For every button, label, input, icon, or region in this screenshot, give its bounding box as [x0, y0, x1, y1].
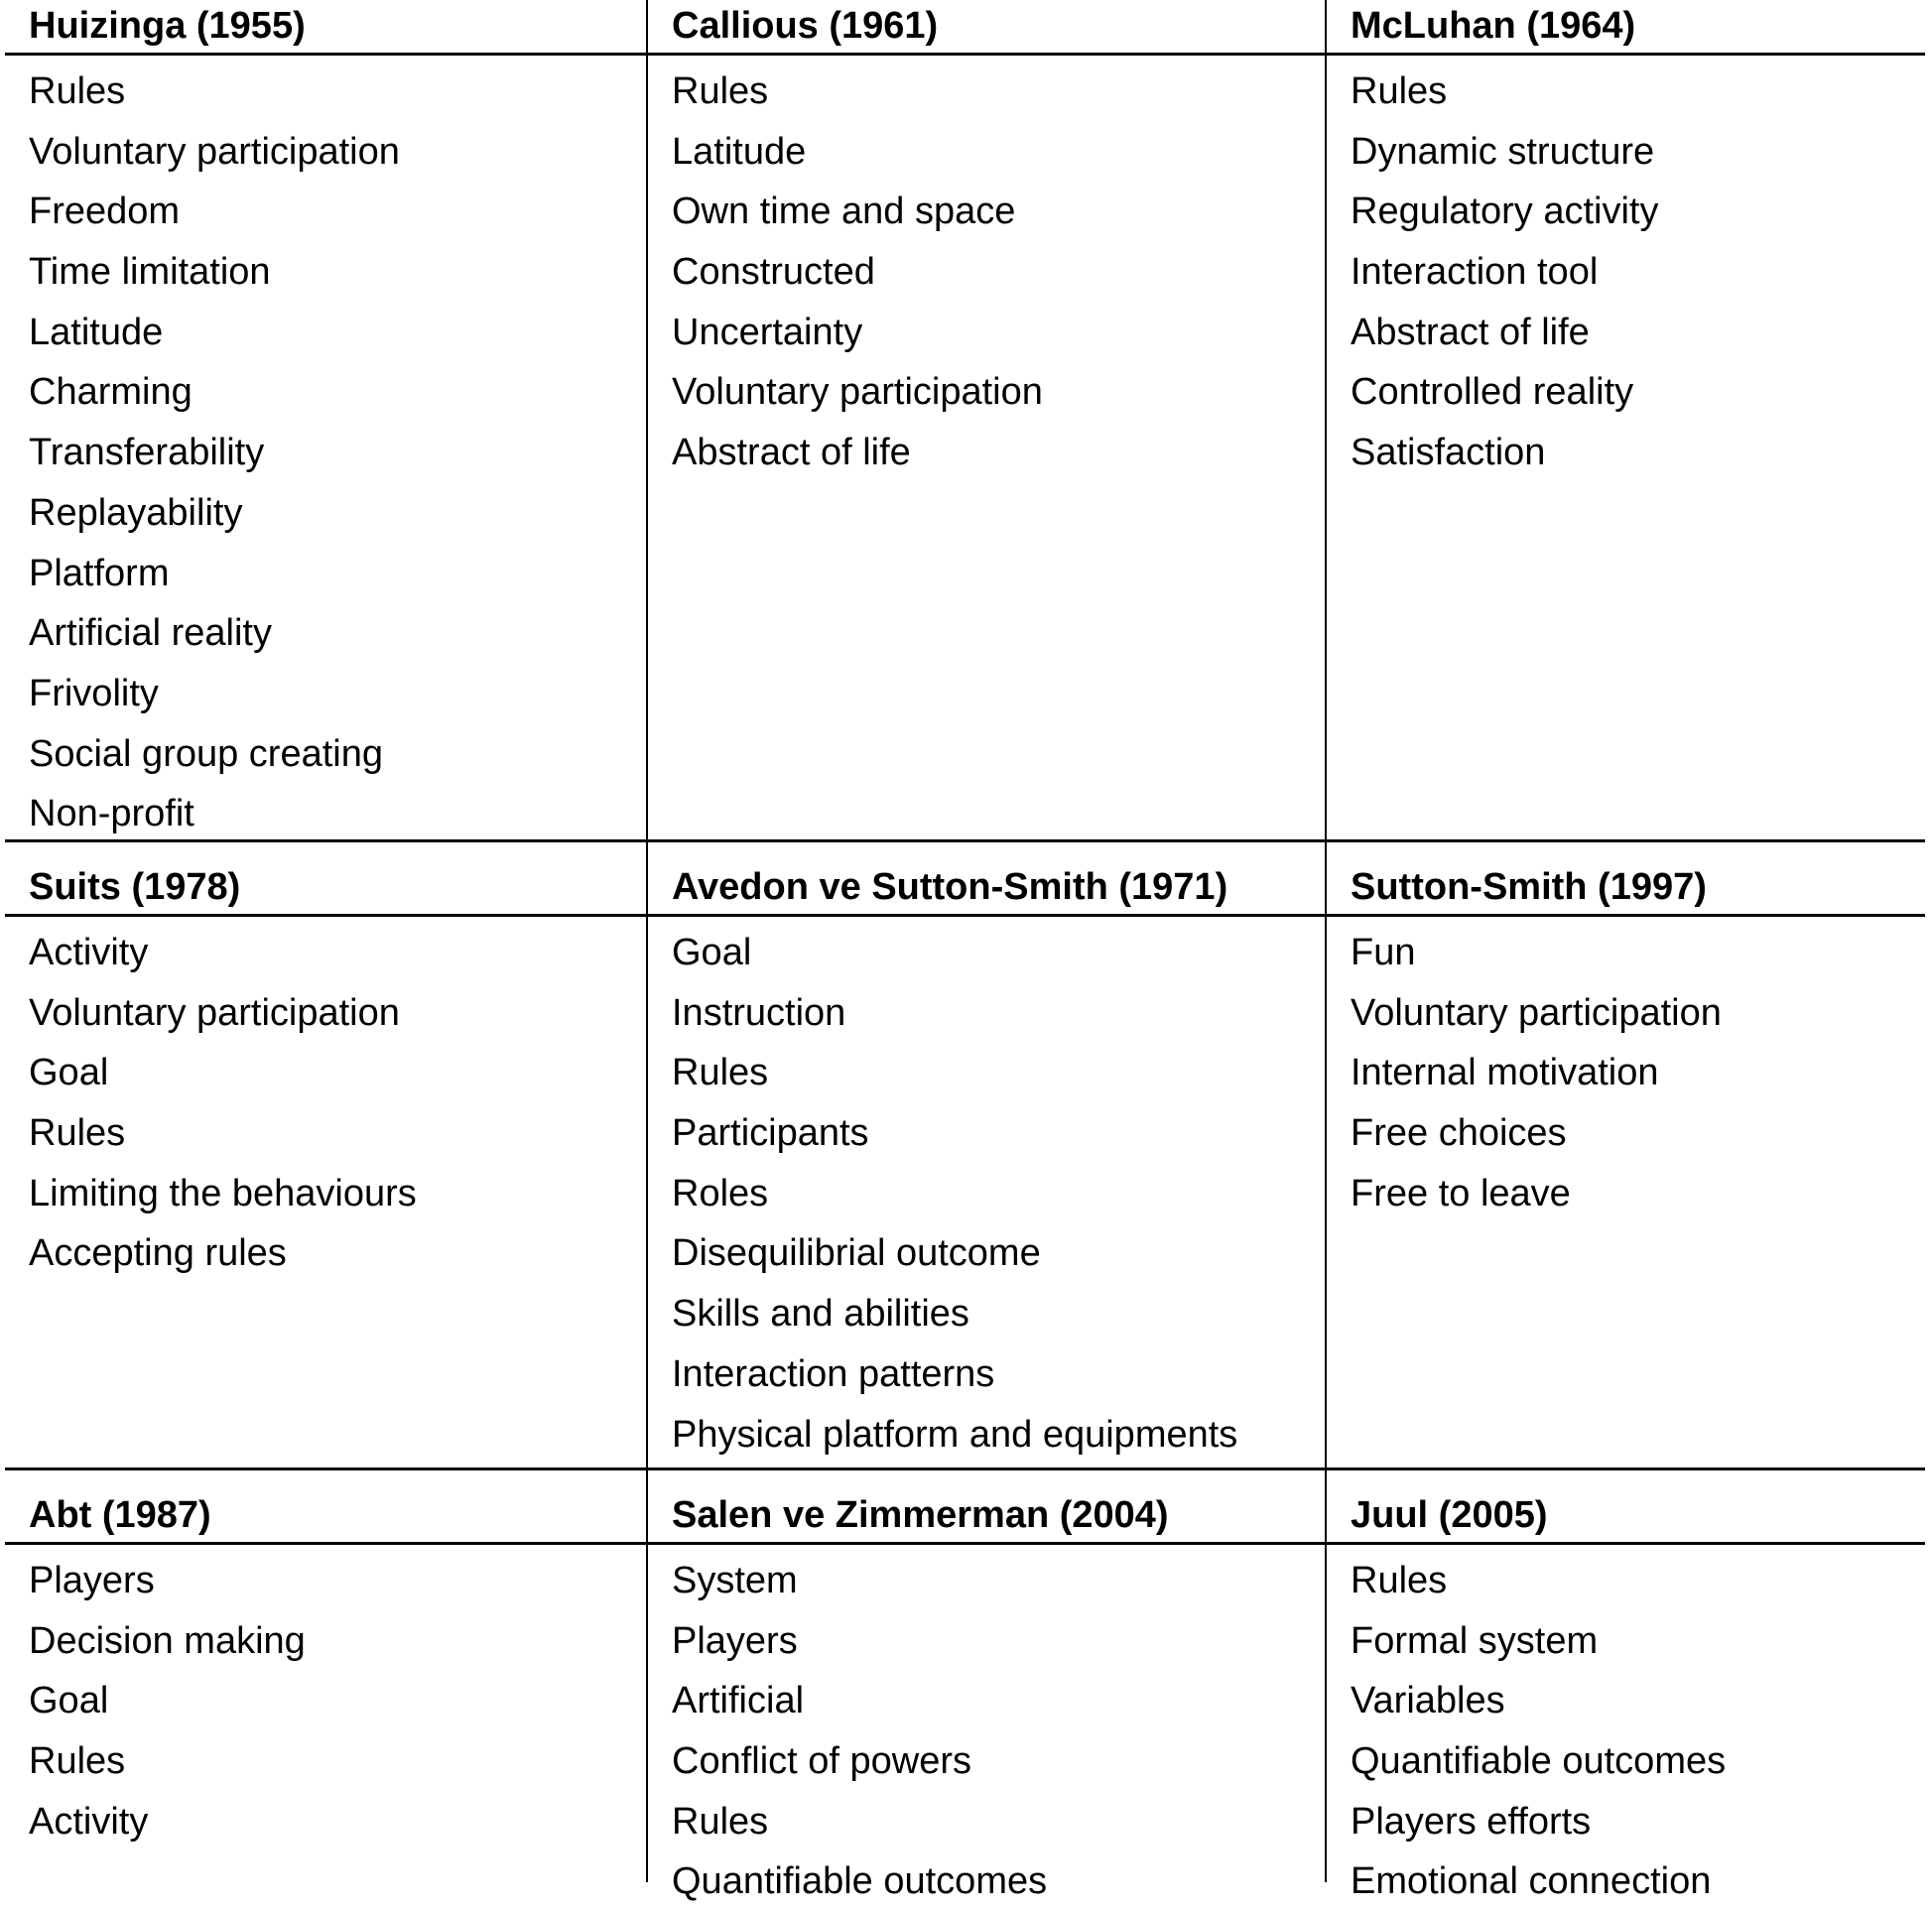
table-row: [5, 0, 1925, 842]
list-item: Rules: [1351, 70, 1448, 112]
table-row: [5, 1470, 1925, 1903]
list-item: Formal system: [1351, 1619, 1599, 1662]
cell-header: Suits (1978): [5, 842, 646, 917]
table-cell-salen-zimmerman: [648, 1470, 1327, 1903]
item-list: [648, 56, 1325, 839]
list-item: Skills and abilities: [672, 1293, 969, 1336]
list-item: Goal: [29, 1680, 109, 1722]
list-item: Voluntary participation: [1351, 991, 1722, 1034]
list-item: Instruction: [672, 991, 846, 1034]
item-list: [1327, 1545, 1925, 1903]
table-cell-mcluhan: [1327, 0, 1925, 839]
list-item: Internal motivation: [1351, 1052, 1659, 1094]
list-item: Social group creating: [29, 732, 383, 775]
item-list: [5, 56, 646, 839]
list-item: Artificial: [672, 1680, 805, 1722]
table-cell-avedon-sutton-smith: [648, 842, 1327, 1467]
list-item: Voluntary participation: [29, 130, 400, 173]
list-item: Fun: [1351, 932, 1416, 973]
list-item: Roles: [672, 1172, 769, 1214]
list-item: Players: [29, 1560, 155, 1601]
list-item: Regulatory activity: [1351, 191, 1659, 233]
list-item: Rules: [672, 70, 769, 112]
list-item: Frivolity: [29, 672, 159, 714]
item-list: [1327, 917, 1925, 1467]
list-item: Physical platform and equipments: [672, 1413, 1238, 1456]
table-cell-huizinga: [5, 0, 648, 839]
list-item: Time limitation: [29, 251, 271, 294]
list-item: Charming: [29, 371, 193, 414]
list-item: Constructed: [672, 251, 875, 294]
list-item: Voluntary participation: [672, 371, 1043, 414]
list-item: Quantifiable outcomes: [1351, 1740, 1727, 1783]
list-item: System: [672, 1560, 798, 1601]
list-item: Conflict of powers: [672, 1740, 972, 1783]
list-item: Abstract of life: [1351, 311, 1590, 353]
list-item: Disequilibrial outcome: [672, 1232, 1041, 1275]
list-item: Non-profit: [29, 793, 194, 835]
list-item: Players efforts: [1351, 1800, 1592, 1843]
item-list: [5, 917, 646, 1467]
list-item: Uncertainty: [672, 311, 863, 353]
list-item: Satisfaction: [1351, 432, 1546, 474]
list-item: Latitude: [672, 130, 807, 173]
item-list: [1327, 56, 1925, 839]
cell-header: McLuhan (1964): [1327, 0, 1925, 56]
cell-header: Callious (1961): [648, 0, 1325, 56]
list-item: Rules: [672, 1052, 769, 1094]
cell-header: Salen ve Zimmerman (2004): [648, 1470, 1325, 1545]
list-item: Rules: [1351, 1560, 1448, 1601]
list-item: Emotional connection: [1351, 1860, 1712, 1903]
list-item: Artificial reality: [29, 612, 272, 655]
table-row: [5, 842, 1925, 1470]
list-item: Free to leave: [1351, 1172, 1571, 1214]
cell-header: Abt (1987): [5, 1470, 646, 1545]
list-item: Rules: [29, 1740, 126, 1783]
item-list: [648, 917, 1325, 1467]
cell-header: Sutton-Smith (1997): [1327, 842, 1925, 917]
list-item: Own time and space: [672, 191, 1016, 233]
table-cell-sutton-smith: [1327, 842, 1925, 1467]
list-item: Quantifiable outcomes: [672, 1860, 1048, 1903]
list-item: Rules: [29, 1112, 126, 1155]
list-item: Transferability: [29, 432, 265, 474]
list-item: Goal: [672, 932, 752, 973]
list-item: Activity: [29, 1800, 149, 1843]
cell-header: Huizinga (1955): [5, 0, 646, 56]
list-item: Interaction tool: [1351, 251, 1599, 294]
table-cell-callious: [648, 0, 1327, 839]
list-item: Participants: [672, 1112, 869, 1155]
cell-header: Juul (2005): [1327, 1470, 1925, 1545]
list-item: Controlled reality: [1351, 371, 1634, 414]
list-item: Platform: [29, 552, 170, 594]
list-item: Rules: [29, 70, 126, 112]
item-list: [5, 1545, 646, 1882]
table-cell-juul: [1327, 1470, 1925, 1903]
list-item: Dynamic structure: [1351, 130, 1655, 173]
list-item: Abstract of life: [672, 432, 911, 474]
list-item: Players: [672, 1619, 798, 1662]
list-item: Freedom: [29, 191, 181, 233]
table-cell-suits: [5, 842, 648, 1467]
list-item: Free choices: [1351, 1112, 1567, 1155]
game-definitions-table: [5, 0, 1925, 1903]
list-item: Replayability: [29, 491, 243, 534]
list-item: Variables: [1351, 1680, 1505, 1722]
list-item: Voluntary participation: [29, 991, 400, 1034]
list-item: Decision making: [29, 1619, 306, 1662]
list-item: Interaction patterns: [672, 1352, 995, 1395]
table-cell-abt: [5, 1470, 648, 1882]
list-item: Goal: [29, 1052, 109, 1094]
list-item: Rules: [672, 1800, 769, 1843]
list-item: Limiting the behaviours: [29, 1172, 417, 1214]
cell-header: Avedon ve Sutton-Smith (1971): [648, 842, 1325, 917]
list-item: Latitude: [29, 311, 164, 353]
item-list: [648, 1545, 1325, 1903]
list-item: Accepting rules: [29, 1232, 287, 1275]
list-item: Activity: [29, 932, 149, 973]
